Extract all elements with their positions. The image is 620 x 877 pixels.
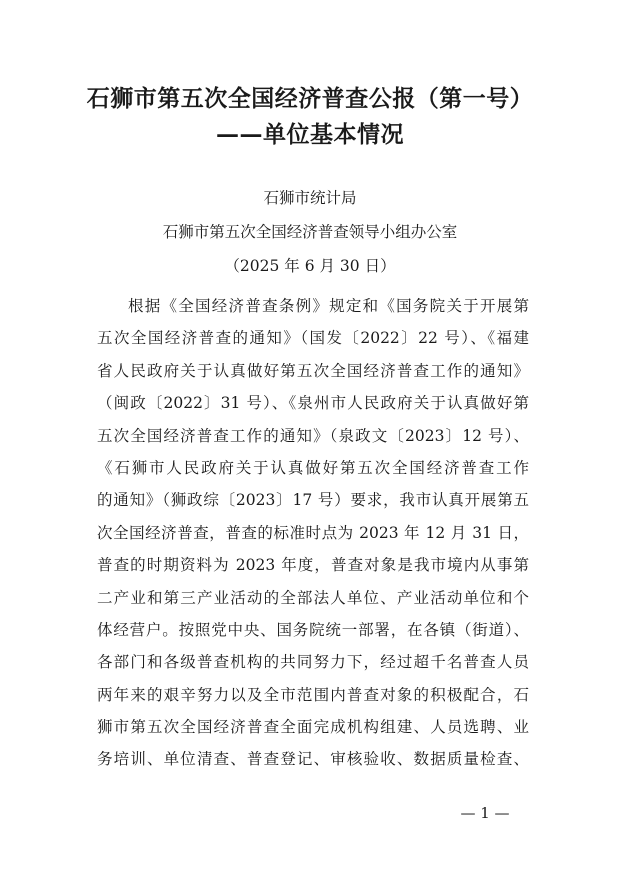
body-line: 狮市第五次全国经济普查全面完成机构组建、人员选聘、业 xyxy=(97,718,529,737)
body-paragraph xyxy=(97,290,529,776)
body-line: 根据《全国经济普查条例》规定和《国务院关于开展第 xyxy=(128,297,529,315)
issuer-census-office: 石狮市第五次全国经济普查领导小组办公室 xyxy=(162,223,458,241)
document-subtitle: ——单位基本情况 xyxy=(216,121,404,148)
body-line: 各部门和各级普查机构的共同努力下，经过超千名普查人员 xyxy=(97,653,529,672)
publication-date: （2025 年 6 月 30 日） xyxy=(224,257,396,275)
body-line: 次全国经济普查，普查的标准时点为 2023 年 12 月 31 日， xyxy=(97,523,529,542)
issuer-statistics-bureau: 石狮市统计局 xyxy=(263,189,357,207)
page-number: — 1 — xyxy=(460,804,510,822)
body-line: 《石狮市人民政府关于认真做好第五次全国经济普查工作 xyxy=(97,458,529,477)
body-line: 的通知》（狮政综〔2023〕17 号）要求，我市认真开展第五 xyxy=(97,491,529,510)
body-line: 二产业和第三产业活动的全部法人单位、产业活动单位和个 xyxy=(97,588,529,607)
document-title: 石狮市第五次全国经济普查公报（第一号） xyxy=(86,85,534,112)
body-line: 两年来的艰辛努力以及全市范围内普查对象的积极配合，石 xyxy=(97,685,529,704)
body-line: （闽政〔2022〕31 号）、《泉州市人民政府关于认真做好第 xyxy=(97,394,529,413)
body-line: 普查的时期资料为 2023 年度，普查对象是我市境内从事第 xyxy=(97,556,529,575)
body-line: 务培训、单位清查、普查登记、审核验收、数据质量检查、 xyxy=(97,750,529,769)
body-line: 省人民政府关于认真做好第五次全国经济普查工作的通知》 xyxy=(97,361,529,380)
body-line: 五次全国经济普查的通知》（国发〔2022〕22 号）、《福建 xyxy=(97,329,529,348)
body-line: 五次全国经济普查工作的通知》（泉政文〔2023〕12 号）、 xyxy=(97,426,529,445)
body-line: 体经营户。按照党中央、国务院统一部署，在各镇（街道）、 xyxy=(97,620,529,639)
